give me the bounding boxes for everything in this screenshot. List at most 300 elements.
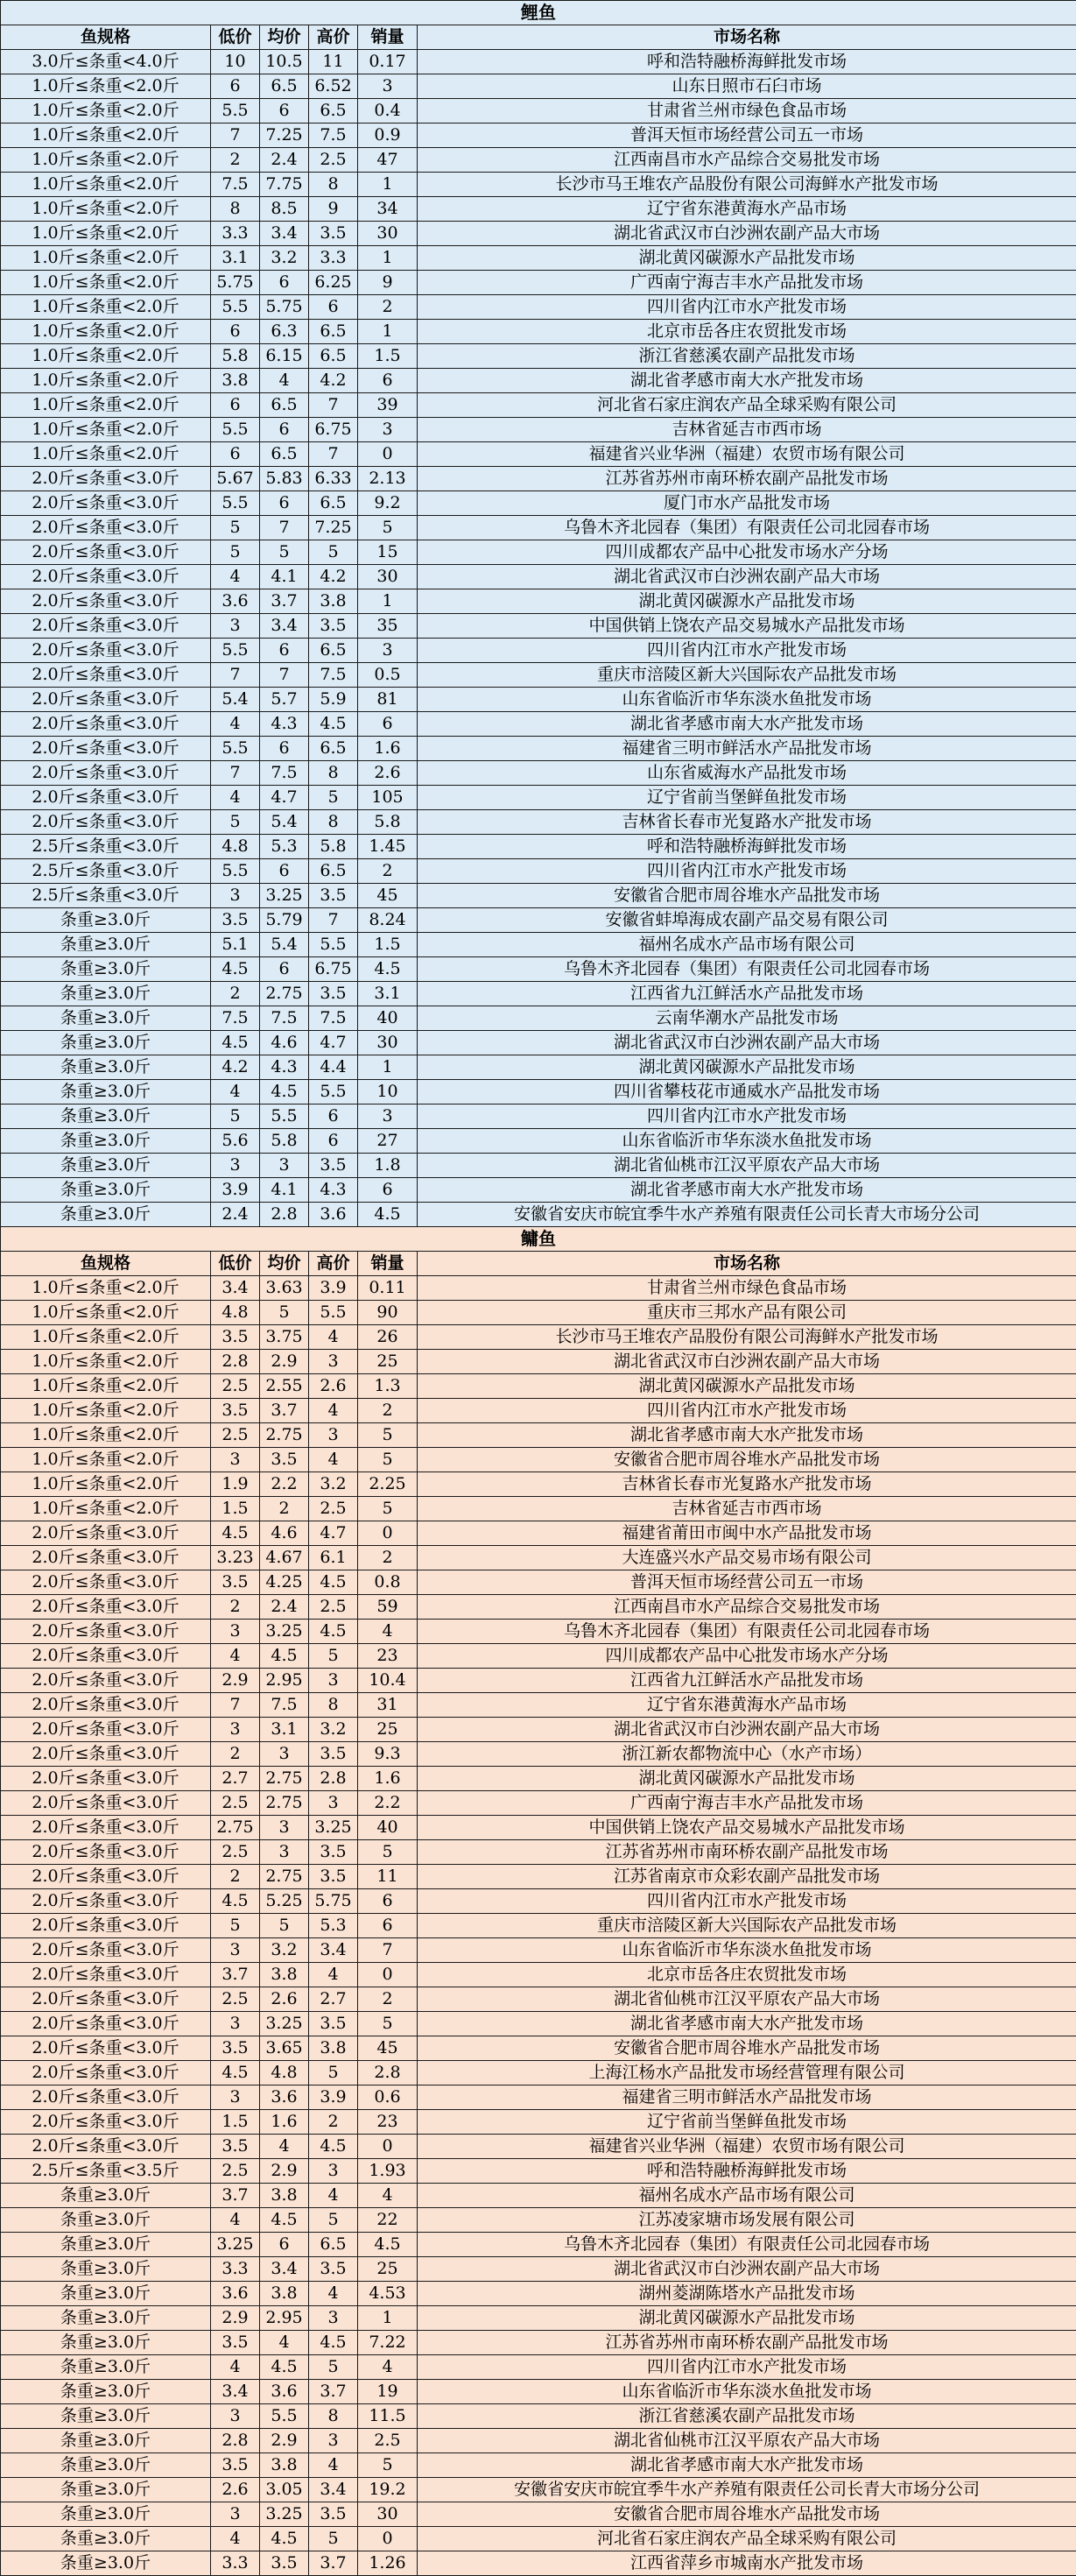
table-row (1, 295, 1076, 320)
low-price-cell: 3 (211, 1620, 260, 1644)
spec-cell: 2.0斤≤条重<3.0斤 (1, 1938, 211, 1963)
avg-price-cell: 6.5 (260, 74, 309, 99)
spec-cell: 2.0斤≤条重<3.0斤 (1, 810, 211, 835)
volume-cell: 81 (358, 688, 418, 712)
table-row (1, 982, 1076, 1006)
avg-price-cell: 6 (260, 737, 309, 761)
table-row (1, 1791, 1076, 1816)
high-price-cell: 3.5 (309, 614, 358, 639)
table-row (1, 344, 1076, 369)
table-row (1, 614, 1076, 639)
low-price-cell: 1.5 (211, 2110, 260, 2135)
high-price-cell: 6 (309, 295, 358, 320)
low-price-cell: 4.5 (211, 2061, 260, 2086)
low-price-cell: 5.5 (211, 491, 260, 516)
avg-price-cell: 2.75 (260, 1865, 309, 1889)
table-row (1, 2527, 1076, 2551)
low-price-cell: 3.6 (211, 589, 260, 614)
table-row (1, 712, 1076, 737)
spec-cell: 2.0斤≤条重<3.0斤 (1, 1693, 211, 1718)
volume-cell: 30 (358, 2502, 418, 2527)
avg-price-cell: 4.5 (260, 1080, 309, 1105)
bighead-carp-section-title: 鳙鱼 (1, 1227, 1076, 1252)
market-name-cell: 四川省内江市水产批发市场 (418, 1399, 1076, 1423)
market-name-cell: 四川省内江市水产批发市场 (418, 1889, 1076, 1914)
spec-cell: 2.0斤≤条重<3.0斤 (1, 712, 211, 737)
volume-cell: 6 (358, 1889, 418, 1914)
low-price-cell: 7 (211, 761, 260, 786)
avg-price-cell: 4.1 (260, 565, 309, 589)
avg-price-cell: 3 (260, 1154, 309, 1178)
high-price-cell: 6.5 (309, 737, 358, 761)
avg-price-cell: 3.8 (260, 1963, 309, 1987)
low-price-cell: 3 (211, 2086, 260, 2110)
volume-cell: 2 (358, 1399, 418, 1423)
table-row (1, 418, 1076, 442)
table-row (1, 2502, 1076, 2527)
market-name-cell: 甘肃省兰州市绿色食品市场 (418, 1276, 1076, 1301)
spec-cell: 条重≥3.0斤 (1, 933, 211, 957)
market-name-cell: 安徽省合肥市周谷堆水产品批发市场 (418, 2036, 1076, 2061)
low-price-cell: 3.1 (211, 246, 260, 271)
spec-cell: 2.0斤≤条重<3.0斤 (1, 688, 211, 712)
high-price-cell: 5.5 (309, 1301, 358, 1325)
high-price-cell: 5.3 (309, 1914, 358, 1938)
volume-cell: 31 (358, 1693, 418, 1718)
avg-price-cell: 5.7 (260, 688, 309, 712)
market-name-cell: 普洱天恒市场经营公司五一市场 (418, 1570, 1076, 1595)
table-row (1, 1154, 1076, 1178)
low-price-cell: 3 (211, 1154, 260, 1178)
avg-price-cell: 2.95 (260, 1669, 309, 1693)
table-row (1, 1938, 1076, 1963)
volume-cell: 6 (358, 1914, 418, 1938)
spec-cell: 1.0斤≤条重<2.0斤 (1, 1399, 211, 1423)
spec-cell: 条重≥3.0斤 (1, 1080, 211, 1105)
market-name-cell: 江苏省苏州市南环桥农副产品批发市场 (418, 2331, 1076, 2355)
avg-price-cell: 2.8 (260, 1203, 309, 1227)
high-price-cell: 3.6 (309, 1203, 358, 1227)
low-price-cell: 5 (211, 540, 260, 565)
market-name-cell: 安徽省蚌埠海成农副产品交易有限公司 (418, 908, 1076, 933)
market-name-cell: 吉林省长春市光复路水产批发市场 (418, 810, 1076, 835)
volume-cell: 0.17 (358, 50, 418, 74)
market-name-cell: 福建省兴业华洲（福建）农贸市场有限公司 (418, 442, 1076, 467)
avg-price-cell: 6 (260, 99, 309, 124)
avg-price-cell: 2.75 (260, 982, 309, 1006)
market-name-cell: 湖北省孝感市南大水产批发市场 (418, 1423, 1076, 1448)
market-name-cell: 四川省攀枝花市通威水产品批发市场 (418, 1080, 1076, 1105)
volume-header: 销量 (358, 1252, 418, 1276)
avg-price-cell: 2.9 (260, 2429, 309, 2453)
table-row (1, 1644, 1076, 1669)
table-row (1, 1105, 1076, 1129)
avg-price-header: 均价 (260, 25, 309, 50)
market-name-cell: 福州名成水产品市场有限公司 (418, 933, 1076, 957)
low-price-cell: 2.9 (211, 2306, 260, 2331)
avg-price-cell: 3.8 (260, 2453, 309, 2478)
table-row (1, 467, 1076, 491)
volume-cell: 27 (358, 1129, 418, 1154)
low-price-cell: 2.5 (211, 1791, 260, 1816)
market-name-cell: 江西南昌市水产品综合交易批发市场 (418, 148, 1076, 173)
volume-cell: 30 (358, 1031, 418, 1055)
market-name-cell: 江苏凌家塘市场发展有限公司 (418, 2208, 1076, 2233)
spec-cell: 条重≥3.0斤 (1, 1006, 211, 1031)
volume-header: 销量 (358, 25, 418, 50)
volume-cell: 1.6 (358, 737, 418, 761)
volume-cell: 2 (358, 1987, 418, 2012)
spec-cell: 条重≥3.0斤 (1, 2429, 211, 2453)
table-row (1, 246, 1076, 271)
market-name-cell: 安徽省合肥市周谷堆水产品批发市场 (418, 2502, 1076, 2527)
spec-cell: 条重≥3.0斤 (1, 2208, 211, 2233)
table-row (1, 2061, 1076, 2086)
table-row (1, 565, 1076, 589)
avg-price-cell: 2.4 (260, 148, 309, 173)
low-price-cell: 5.5 (211, 859, 260, 884)
avg-price-cell: 7.5 (260, 1006, 309, 1031)
table-row (1, 589, 1076, 614)
spec-cell: 条重≥3.0斤 (1, 2306, 211, 2331)
avg-price-cell: 6.5 (260, 442, 309, 467)
low-price-cell: 4 (211, 1644, 260, 1669)
market-name-cell: 湖北省仙桃市江汉平原农产品大市场 (418, 1154, 1076, 1178)
table-row (1, 1423, 1076, 1448)
low-price-cell: 4 (211, 712, 260, 737)
volume-cell: 3.1 (358, 982, 418, 1006)
table-row (1, 1840, 1076, 1865)
table-row (1, 761, 1076, 786)
high-price-cell: 8 (309, 761, 358, 786)
spec-cell: 条重≥3.0斤 (1, 1154, 211, 1178)
low-price-cell: 4.2 (211, 1055, 260, 1080)
table-row (1, 2355, 1076, 2380)
volume-cell: 11.5 (358, 2404, 418, 2429)
volume-cell: 1.6 (358, 1767, 418, 1791)
avg-price-cell: 2 (260, 1497, 309, 1521)
volume-cell: 6 (358, 712, 418, 737)
table-row (1, 1374, 1076, 1399)
spec-cell: 2.0斤≤条重<3.0斤 (1, 1718, 211, 1742)
volume-cell: 25 (358, 2257, 418, 2282)
volume-cell: 11 (358, 1865, 418, 1889)
table-row (1, 1718, 1076, 1742)
volume-cell: 23 (358, 2110, 418, 2135)
high-price-cell: 4.2 (309, 369, 358, 393)
market-name-cell: 吉林省长春市光复路水产批发市场 (418, 1472, 1076, 1497)
market-name-cell: 北京市岳各庄农贸批发市场 (418, 320, 1076, 344)
table-row (1, 124, 1076, 148)
high-price-cell: 6.52 (309, 74, 358, 99)
avg-price-cell: 7 (260, 516, 309, 540)
table-row (1, 2208, 1076, 2233)
low-price-cell: 5.67 (211, 467, 260, 491)
table-row (1, 1914, 1076, 1938)
avg-price-cell: 2.4 (260, 1595, 309, 1620)
high-price-cell: 3.25 (309, 1816, 358, 1840)
table-row (1, 1595, 1076, 1620)
bighead-carp-section-title-row (1, 1227, 1076, 1252)
low-price-cell: 3.7 (211, 1963, 260, 1987)
low-price-cell: 2.5 (211, 1840, 260, 1865)
low-price-cell: 5 (211, 810, 260, 835)
avg-price-cell: 4.8 (260, 2061, 309, 2086)
table-row (1, 1963, 1076, 1987)
high-price-cell: 6.5 (309, 99, 358, 124)
low-price-header: 低价 (211, 25, 260, 50)
spec-cell: 2.5斤≤条重<3.5斤 (1, 2159, 211, 2184)
high-price-cell: 2.8 (309, 1767, 358, 1791)
spec-cell: 1.0斤≤条重<2.0斤 (1, 1472, 211, 1497)
market-name-cell: 福建省莆田市闽中水产品批发市场 (418, 1521, 1076, 1546)
market-name-cell: 江西省萍乡市城南水产批发市场 (418, 2551, 1076, 2576)
market-name-cell: 北京市岳各庄农贸批发市场 (418, 1963, 1076, 1987)
table-row (1, 1472, 1076, 1497)
spec-cell: 条重≥3.0斤 (1, 2257, 211, 2282)
spec-cell: 条重≥3.0斤 (1, 1129, 211, 1154)
table-row (1, 1399, 1076, 1423)
avg-price-cell: 3.1 (260, 1718, 309, 1742)
market-name-cell: 湖北省武汉市白沙洲农副产品大市场 (418, 565, 1076, 589)
volume-cell: 7 (358, 1938, 418, 1963)
high-price-cell: 3.7 (309, 2551, 358, 2576)
avg-price-cell: 1.6 (260, 2110, 309, 2135)
volume-cell: 2.8 (358, 2061, 418, 2086)
volume-cell: 3 (358, 1105, 418, 1129)
table-row (1, 1325, 1076, 1350)
avg-price-cell: 4.7 (260, 786, 309, 810)
avg-price-cell: 3.2 (260, 246, 309, 271)
avg-price-cell: 3.25 (260, 2502, 309, 2527)
table-row (1, 2036, 1076, 2061)
high-price-cell: 2 (309, 2110, 358, 2135)
spec-cell: 条重≥3.0斤 (1, 1178, 211, 1203)
avg-price-cell: 4.25 (260, 1570, 309, 1595)
table-row (1, 663, 1076, 688)
market-name-cell: 山东日照市石臼市场 (418, 74, 1076, 99)
spec-cell: 2.0斤≤条重<3.0斤 (1, 1889, 211, 1914)
market-name-cell: 湖北省孝感市南大水产批发市场 (418, 2453, 1076, 2478)
volume-cell: 19.2 (358, 2478, 418, 2502)
table-row (1, 197, 1076, 222)
market-name-cell: 湖北省仙桃市江汉平原农产品大市场 (418, 1987, 1076, 2012)
spec-cell: 条重≥3.0斤 (1, 2233, 211, 2257)
volume-cell: 39 (358, 393, 418, 418)
low-price-cell: 3.9 (211, 1178, 260, 1203)
low-price-cell: 2.4 (211, 1203, 260, 1227)
carp-section-title: 鲤鱼 (1, 1, 1076, 25)
spec-cell: 2.0斤≤条重<3.0斤 (1, 1767, 211, 1791)
spec-cell: 条重≥3.0斤 (1, 957, 211, 982)
spec-cell: 1.0斤≤条重<2.0斤 (1, 418, 211, 442)
low-price-cell: 2 (211, 148, 260, 173)
avg-price-cell: 2.2 (260, 1472, 309, 1497)
low-price-cell: 4.5 (211, 1889, 260, 1914)
volume-cell: 0.8 (358, 1570, 418, 1595)
avg-price-cell: 5 (260, 1914, 309, 1938)
low-price-cell: 4 (211, 2527, 260, 2551)
avg-price-cell: 3.5 (260, 2551, 309, 2576)
low-price-cell: 5.75 (211, 271, 260, 295)
low-price-cell: 7 (211, 1693, 260, 1718)
table-row (1, 933, 1076, 957)
high-price-cell: 4.7 (309, 1031, 358, 1055)
low-price-cell: 4.8 (211, 835, 260, 859)
high-price-cell: 4.5 (309, 2135, 358, 2159)
high-price-cell: 4.5 (309, 1570, 358, 1595)
high-price-cell: 8 (309, 173, 358, 197)
high-price-cell: 5.75 (309, 1889, 358, 1914)
market-name-cell: 湖北省武汉市白沙洲农副产品大市场 (418, 222, 1076, 246)
volume-cell: 105 (358, 786, 418, 810)
market-name-cell: 重庆市三邦水产品有限公司 (418, 1301, 1076, 1325)
spec-cell: 2.0斤≤条重<3.0斤 (1, 1840, 211, 1865)
spec-cell: 2.5斤≤条重<3.0斤 (1, 859, 211, 884)
table-row (1, 1521, 1076, 1546)
spec-cell: 2.0斤≤条重<3.0斤 (1, 1865, 211, 1889)
table-row (1, 2233, 1076, 2257)
volume-cell: 1 (358, 589, 418, 614)
table-row (1, 1031, 1076, 1055)
avg-price-cell: 7.5 (260, 1693, 309, 1718)
spec-cell: 1.0斤≤条重<2.0斤 (1, 344, 211, 369)
volume-cell: 1.26 (358, 2551, 418, 2576)
high-price-cell: 3.5 (309, 2012, 358, 2036)
avg-price-cell: 3.05 (260, 2478, 309, 2502)
high-price-cell: 5 (309, 2208, 358, 2233)
bighead-carp-header-row (1, 1252, 1076, 1276)
avg-price-cell: 5.4 (260, 933, 309, 957)
spec-cell: 1.0斤≤条重<2.0斤 (1, 246, 211, 271)
low-price-cell: 4 (211, 786, 260, 810)
market-name-cell: 山东省威海水产品批发市场 (418, 761, 1076, 786)
market-name-cell: 四川省内江市水产批发市场 (418, 1105, 1076, 1129)
table-row (1, 1497, 1076, 1521)
table-row (1, 148, 1076, 173)
volume-cell: 4 (358, 2184, 418, 2208)
market-name-cell: 福建省三明市鲜活水产品批发市场 (418, 737, 1076, 761)
low-price-cell: 3 (211, 1448, 260, 1472)
spec-cell: 2.0斤≤条重<3.0斤 (1, 1816, 211, 1840)
low-price-cell: 6 (211, 74, 260, 99)
table-row (1, 810, 1076, 835)
high-price-cell: 8 (309, 2404, 358, 2429)
high-price-cell: 2.5 (309, 1497, 358, 1521)
volume-cell: 0.5 (358, 663, 418, 688)
table-row (1, 2404, 1076, 2429)
market-name-cell: 吉林省延吉市西市场 (418, 418, 1076, 442)
low-price-cell: 6 (211, 442, 260, 467)
low-price-cell: 3.6 (211, 2282, 260, 2306)
market-name-cell: 湖州菱湖陈塔水产品批发市场 (418, 2282, 1076, 2306)
low-price-cell: 5.1 (211, 933, 260, 957)
high-price-cell: 2.7 (309, 1987, 358, 2012)
market-name-cell: 广西南宁海吉丰水产品批发市场 (418, 1791, 1076, 1816)
high-price-cell: 6.5 (309, 344, 358, 369)
avg-price-cell: 2.75 (260, 1423, 309, 1448)
table-row (1, 1693, 1076, 1718)
spec-cell: 2.0斤≤条重<3.0斤 (1, 1791, 211, 1816)
table-row (1, 1889, 1076, 1914)
avg-price-cell: 6 (260, 418, 309, 442)
high-price-cell: 4 (309, 1448, 358, 1472)
market-name-cell: 江苏省苏州市南环桥农副产品批发市场 (418, 467, 1076, 491)
volume-cell: 0.6 (358, 2086, 418, 2110)
spec-cell: 条重≥3.0斤 (1, 2404, 211, 2429)
spec-cell: 2.0斤≤条重<3.0斤 (1, 786, 211, 810)
spec-cell: 1.0斤≤条重<2.0斤 (1, 1350, 211, 1374)
table-row (1, 1203, 1076, 1227)
low-price-cell: 2 (211, 982, 260, 1006)
spec-cell: 1.0斤≤条重<2.0斤 (1, 295, 211, 320)
spec-cell: 2.0斤≤条重<3.0斤 (1, 1644, 211, 1669)
market-name-cell: 湖北省孝感市南大水产批发市场 (418, 712, 1076, 737)
table-row (1, 1987, 1076, 2012)
market-name-cell: 江西省九江鲜活水产品批发市场 (418, 982, 1076, 1006)
high-price-cell: 4 (309, 2282, 358, 2306)
low-price-cell: 7.5 (211, 173, 260, 197)
market-name-header: 市场名称 (418, 25, 1076, 50)
market-name-cell: 山东省临沂市华东淡水鱼批发市场 (418, 1938, 1076, 1963)
avg-price-cell: 5.8 (260, 1129, 309, 1154)
table-row (1, 835, 1076, 859)
table-row (1, 74, 1076, 99)
table-row (1, 50, 1076, 74)
volume-cell: 30 (358, 222, 418, 246)
high-price-cell: 4 (309, 2184, 358, 2208)
volume-cell: 5 (358, 516, 418, 540)
spec-cell: 条重≥3.0斤 (1, 2282, 211, 2306)
market-name-cell: 湖北黄冈碳源水产品批发市场 (418, 1374, 1076, 1399)
market-name-cell: 四川成都农产品中心批发市场水产分场 (418, 1644, 1076, 1669)
market-name-cell: 乌鲁木齐北园春（集团）有限责任公司北园春市场 (418, 2233, 1076, 2257)
avg-price-cell: 2.9 (260, 1350, 309, 1374)
avg-price-cell: 6 (260, 957, 309, 982)
volume-cell: 30 (358, 565, 418, 589)
volume-cell: 0.4 (358, 99, 418, 124)
avg-price-cell: 2.95 (260, 2306, 309, 2331)
market-name-cell: 呼和浩特融桥海鲜批发市场 (418, 835, 1076, 859)
high-price-cell: 3.8 (309, 589, 358, 614)
volume-cell: 0.9 (358, 124, 418, 148)
low-price-cell: 3.5 (211, 2036, 260, 2061)
table-row (1, 1350, 1076, 1374)
market-name-cell: 长沙市马王堆农产品股份有限公司海鲜水产批发市场 (418, 1325, 1076, 1350)
volume-cell: 4.5 (358, 957, 418, 982)
avg-price-cell: 7.75 (260, 173, 309, 197)
low-price-cell: 3.5 (211, 1399, 260, 1423)
volume-cell: 25 (358, 1718, 418, 1742)
high-price-cell: 3.5 (309, 1742, 358, 1767)
avg-price-cell: 8.5 (260, 197, 309, 222)
market-name-cell: 呼和浩特融桥海鲜批发市场 (418, 50, 1076, 74)
spec-cell: 2.0斤≤条重<3.0斤 (1, 614, 211, 639)
spec-cell: 1.0斤≤条重<2.0斤 (1, 1301, 211, 1325)
low-price-cell: 5 (211, 1914, 260, 1938)
low-price-cell: 2.5 (211, 1423, 260, 1448)
avg-price-cell: 6.5 (260, 393, 309, 418)
volume-cell: 4.5 (358, 2233, 418, 2257)
market-name-cell: 湖北黄冈碳源水产品批发市场 (418, 589, 1076, 614)
high-price-cell: 6.25 (309, 271, 358, 295)
table-row (1, 2429, 1076, 2453)
volume-cell: 15 (358, 540, 418, 565)
spec-cell: 1.0斤≤条重<2.0斤 (1, 74, 211, 99)
spec-header: 鱼规格 (1, 1252, 211, 1276)
volume-cell: 40 (358, 1816, 418, 1840)
spec-cell: 1.0斤≤条重<2.0斤 (1, 1325, 211, 1350)
